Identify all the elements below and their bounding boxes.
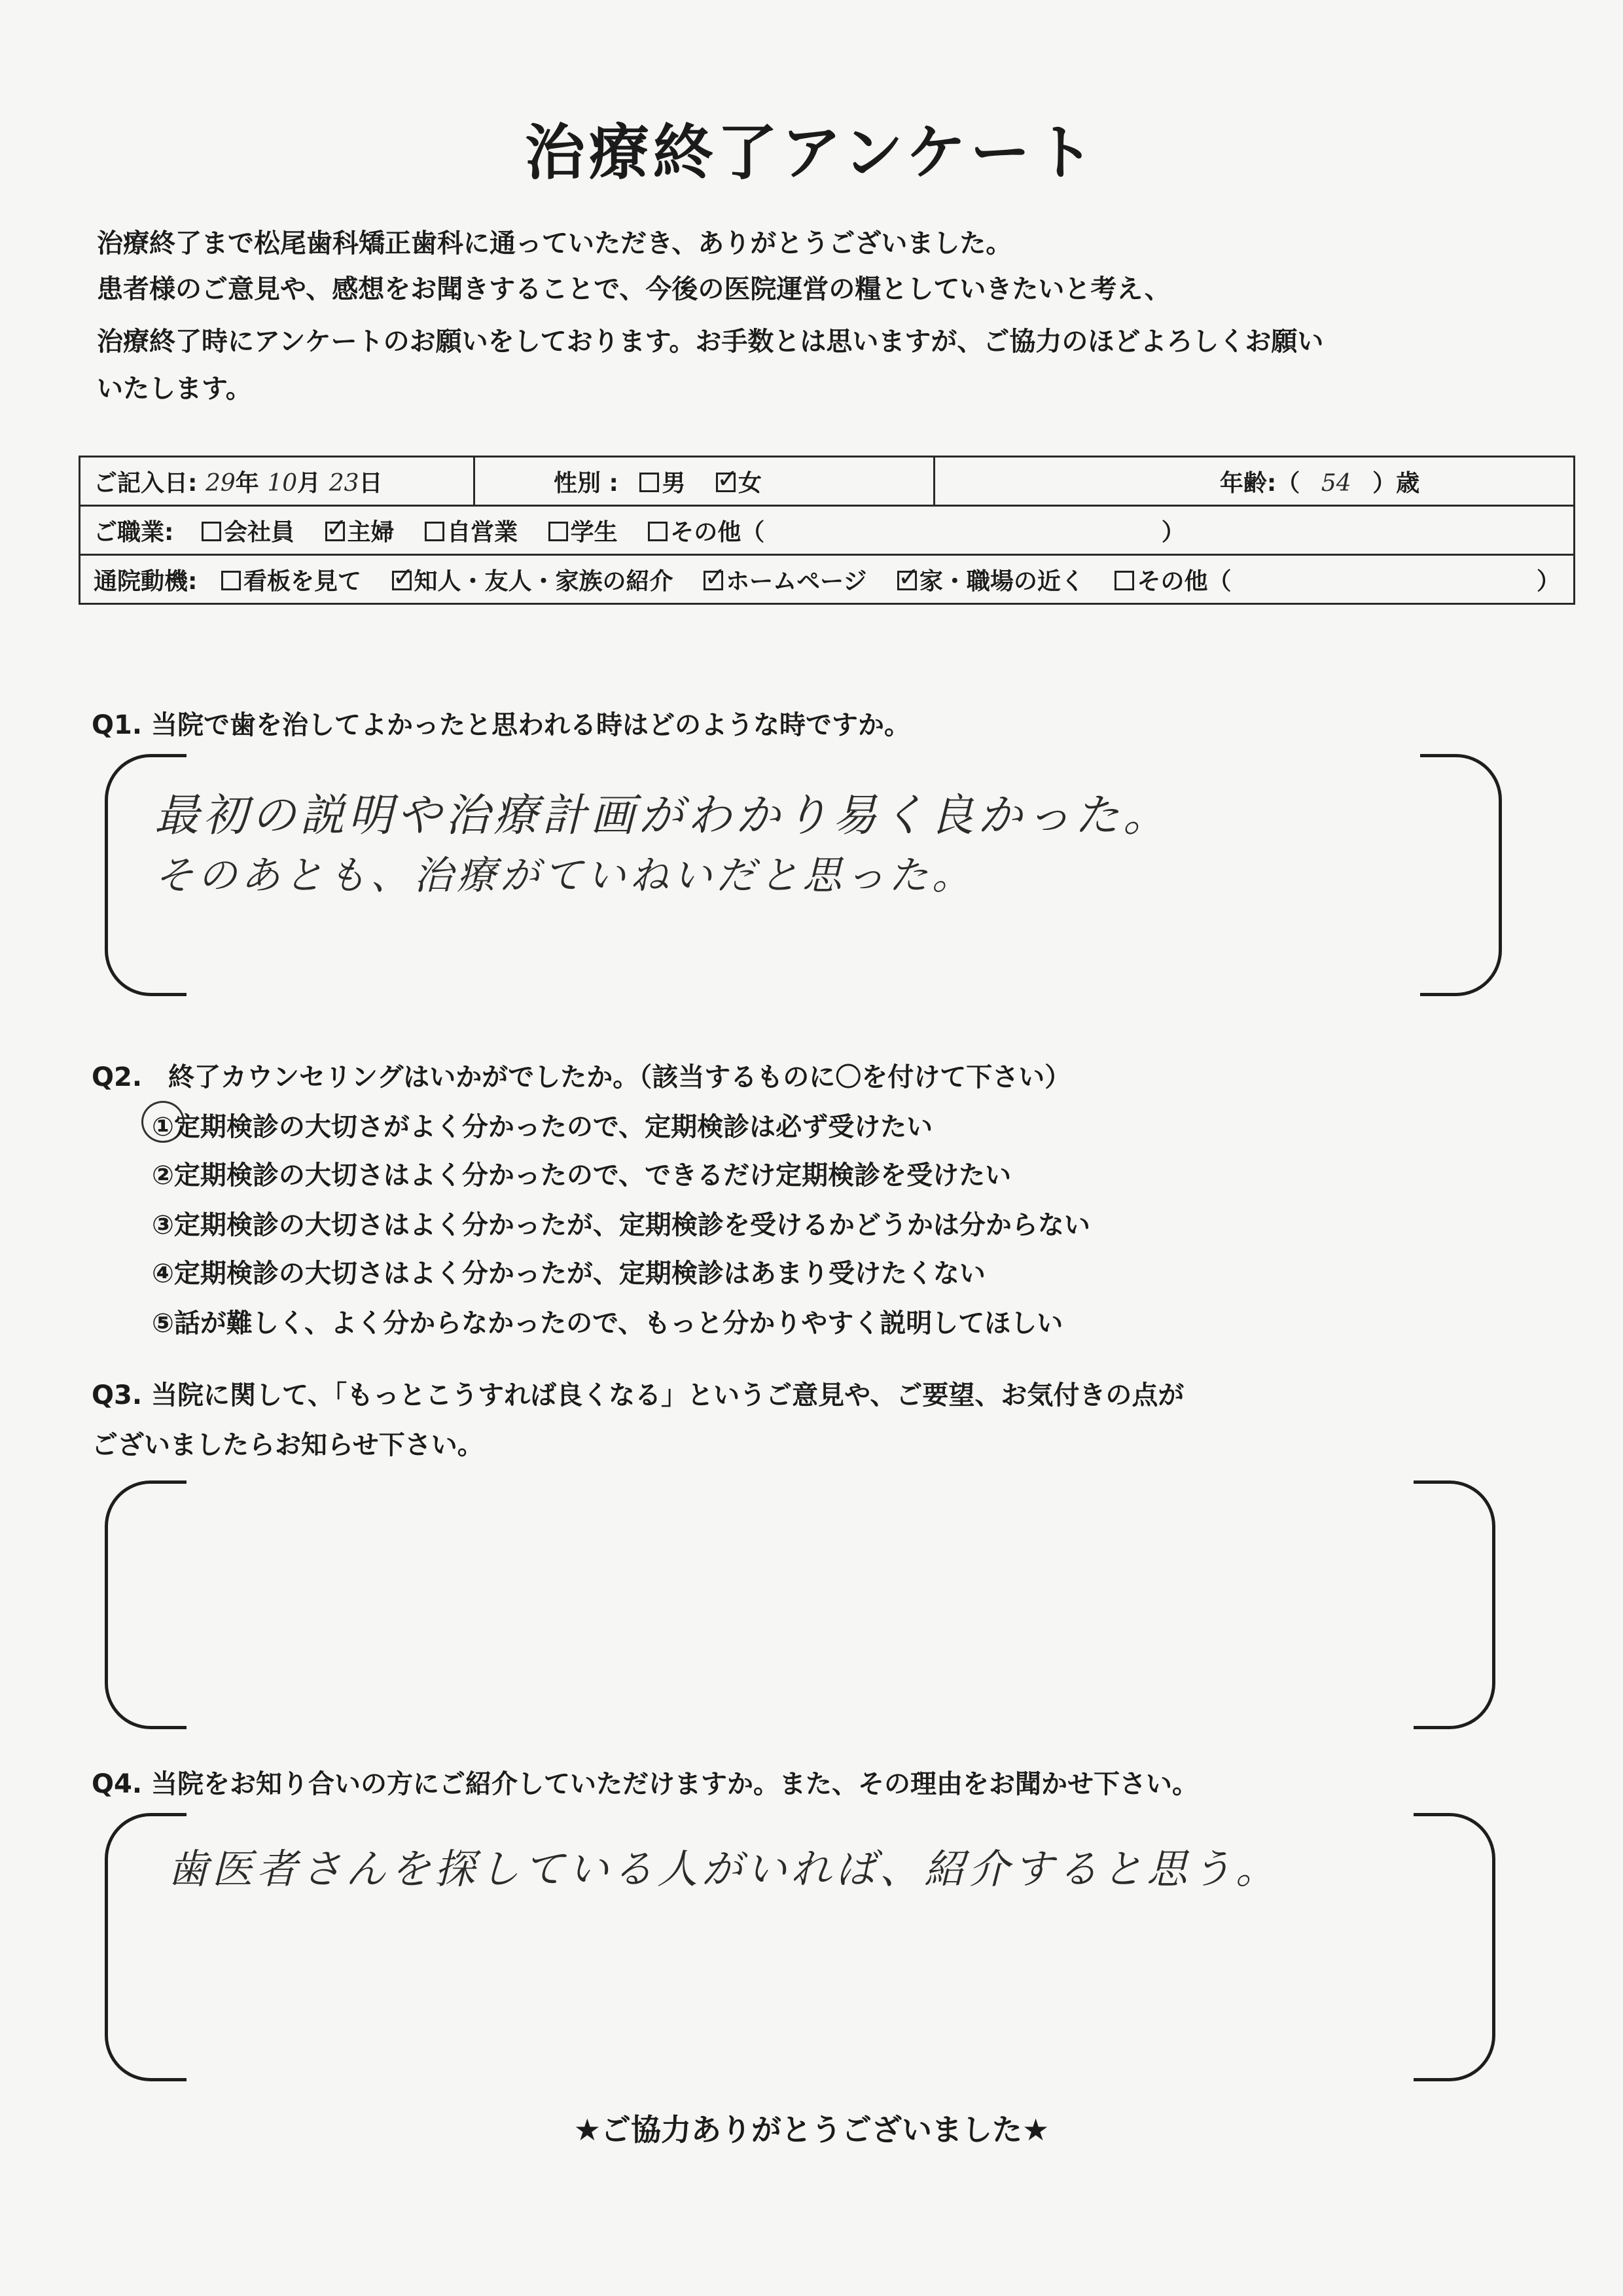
- q2-choice-5[interactable]: ⑤話が難しく、よく分からなかったので、もっと分かりやすく説明してほしい: [152, 1308, 1063, 1338]
- info-row-date-gender-age: [80, 457, 1575, 506]
- q4-answer[interactable]: 歯医者さんを探している人がいれば、紹介すると思う。: [168, 1845, 1281, 1893]
- gender-cell: [474, 457, 935, 506]
- occupation-cell: [80, 506, 1575, 555]
- date-day-unit: 日: [359, 469, 383, 497]
- q1-answer-bracket-right: [1420, 754, 1502, 996]
- q2-choice-3[interactable]: ③定期検診の大切さはよく分かったが、定期検診を受けるかどうかは分からない: [152, 1210, 1090, 1240]
- checkbox[interactable]: [202, 522, 221, 541]
- info-row-occupation: [80, 506, 1575, 555]
- checkbox[interactable]: [221, 571, 241, 590]
- q1-question: Q1. 当院で歯を治してよかったと思われる時はどのような時ですか。: [92, 710, 910, 740]
- date-year-value[interactable]: 29: [205, 469, 236, 497]
- occupation-close-paren: ）: [1161, 518, 1185, 546]
- occupation-option-housewife[interactable]: ✓ 主婦: [325, 514, 395, 547]
- checkbox[interactable]: [325, 522, 345, 541]
- checkbox[interactable]: [392, 571, 412, 590]
- age-unit: ）歳: [1372, 469, 1420, 497]
- q3-answer-bracket-left: [105, 1480, 187, 1729]
- date-label: ご記入日:: [94, 469, 198, 497]
- date-month-unit: 月: [297, 469, 321, 497]
- age-value[interactable]: 54: [1321, 469, 1351, 497]
- intro-line-4: いたします。: [97, 374, 252, 404]
- q2-question: Q2. 終了カウンセリングはいかがでしたか。（該当するものに〇を付けて下さい）: [92, 1062, 1071, 1092]
- q2-choice-1[interactable]: ①定期検診の大切さがよく分かったので、定期検診は必ず受けたい: [152, 1112, 933, 1142]
- q4-question: Q4. 当院をお知り合いの方にご紹介していただけますか。また、その理由をお聞かせ下さい。: [92, 1769, 1198, 1799]
- q1-answer-line-1[interactable]: 最初の説明や治療計画がわかり易く良かった。: [154, 790, 1172, 842]
- checkbox[interactable]: [704, 571, 723, 590]
- motive-option-nearby[interactable]: ✓ 家・職場の近く: [897, 563, 1084, 596]
- q3-answer-area[interactable]: [196, 1505, 1400, 1702]
- checkbox[interactable]: [548, 522, 568, 541]
- age-cell: [935, 457, 1575, 506]
- page-title: 治療終了アンケート: [524, 118, 1099, 188]
- motive-option-referral[interactable]: ✓ 知人・友人・家族の紹介: [392, 563, 673, 596]
- date-year-unit: 年: [235, 469, 259, 497]
- occupation-option-other[interactable]: その他（: [648, 514, 764, 547]
- gender-option[interactable]: 男: [639, 465, 685, 498]
- date-day-value[interactable]: 23: [329, 469, 359, 497]
- motive-option-other[interactable]: その他（: [1115, 563, 1231, 596]
- motive-option-signboard[interactable]: 看板を見て: [221, 563, 361, 596]
- q1-answer-line-2[interactable]: そのあとも、治療がていねいだと思った。: [154, 853, 975, 899]
- checkbox[interactable]: [897, 571, 917, 590]
- intro-line-1: 治療終了まで松尾歯科矯正歯科に通っていただき、ありがとうございました。: [97, 228, 1012, 259]
- q3-question-line-2: ございましたらお知らせ下さい。: [92, 1430, 484, 1460]
- respondent-info-table: [79, 456, 1575, 605]
- checkbox[interactable]: [648, 522, 668, 541]
- footer-thanks: ★ご協力ありがとうございました★: [573, 2112, 1050, 2147]
- gender-option[interactable]: ✓ 女: [716, 465, 762, 498]
- date-month-value[interactable]: 10: [267, 469, 298, 497]
- motive-close-paren: ）: [1537, 567, 1561, 595]
- q2-choice-4[interactable]: ④定期検診の大切さはよく分かったが、定期検診はあまり受けたくない: [152, 1259, 986, 1289]
- checkbox[interactable]: [425, 522, 444, 541]
- checkbox[interactable]: [1115, 571, 1134, 590]
- checkbox-female[interactable]: [716, 473, 736, 492]
- intro-line-2: 患者様のご意見や、感想をお聞きすることで、今後の医院運営の糧としていきたいと考え、: [97, 274, 1171, 304]
- occupation-option-student[interactable]: 学生: [548, 514, 618, 547]
- intro-line-3: 治療終了時にアンケートのお願いをしております。お手数とは思いますが、ご協力のほどよろしくお願い: [97, 327, 1324, 357]
- checkbox-male[interactable]: [639, 473, 659, 492]
- motive-label: 通院動機:: [94, 567, 198, 595]
- motive-cell: [80, 555, 1575, 604]
- occupation-option-employee[interactable]: 会社員: [202, 514, 294, 547]
- motive-option-homepage[interactable]: ✓ ホームページ: [704, 563, 866, 596]
- q3-question-line-1: Q3. 当院に関して、「もっとこうすれば良くなる」というご意見や、ご要望、お気付きの点が: [92, 1380, 1185, 1410]
- date-cell: [80, 457, 474, 506]
- q2-choice-2[interactable]: ②定期検診の大切さはよく分かったので、できるだけ定期検診を受けたい: [152, 1160, 1012, 1191]
- info-row-motive: [80, 555, 1575, 604]
- occupation-label: ご職業:: [94, 518, 174, 546]
- age-label: 年齢:（: [1219, 469, 1300, 497]
- q3-answer-bracket-right: [1414, 1480, 1495, 1729]
- occupation-option-self-employed[interactable]: 自営業: [425, 514, 518, 547]
- gender-label: 性別 :: [554, 469, 618, 497]
- q4-answer-bracket-right: [1414, 1813, 1495, 2081]
